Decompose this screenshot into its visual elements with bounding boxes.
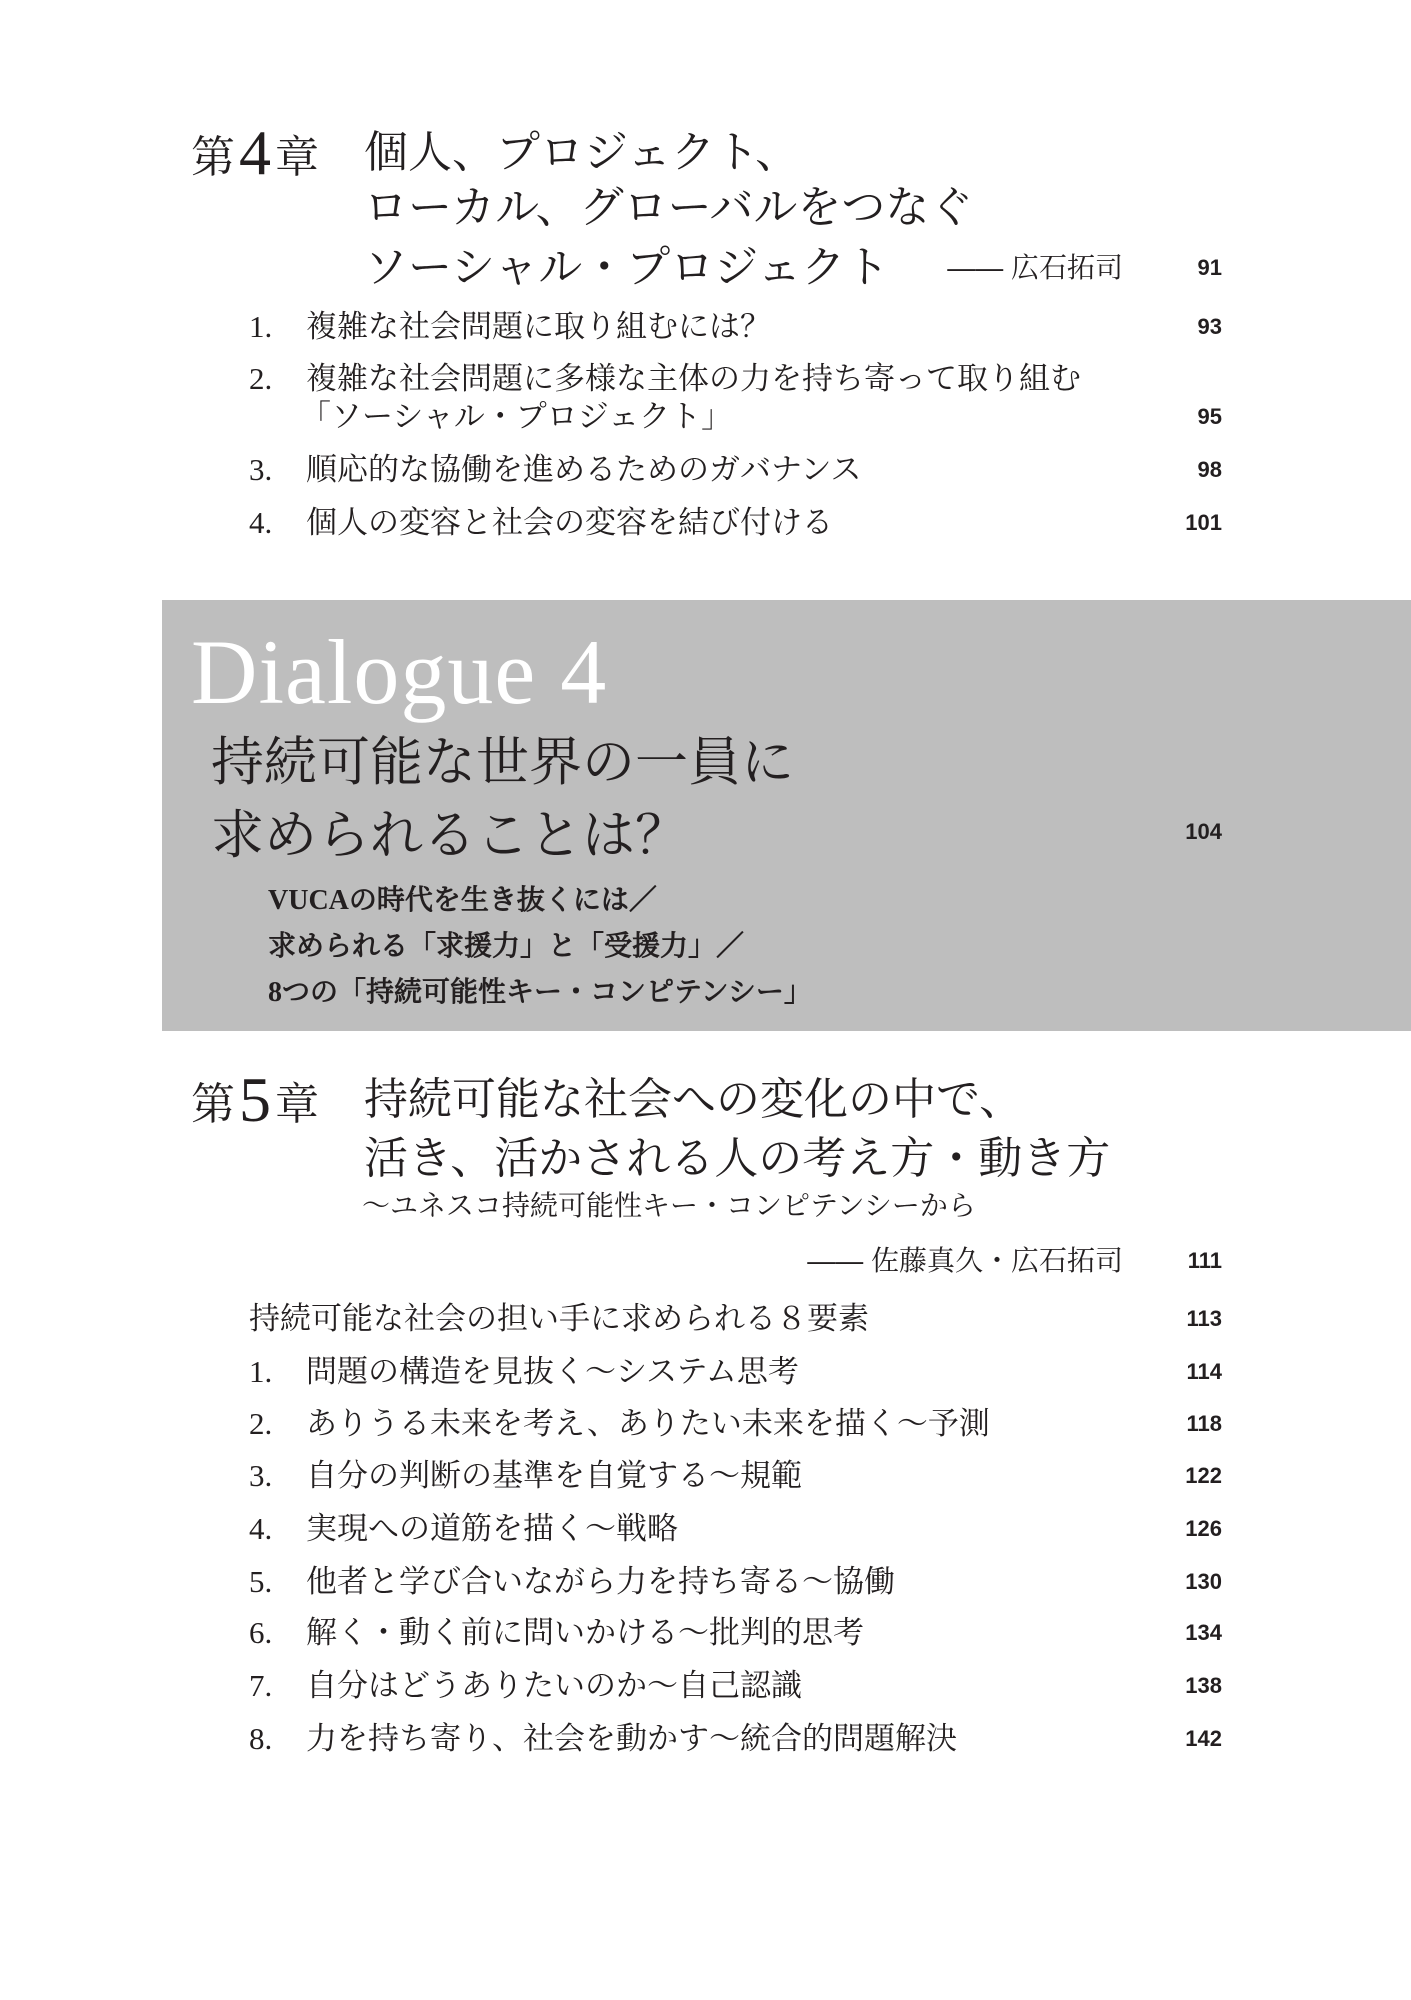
page-number: 95: [1197, 404, 1222, 429]
dialogue-topic-line: 8つの「持続可能性キー・コンピテンシー」: [268, 977, 812, 1008]
entry-title: 解く・動く前に問いかける～批判的思考: [306, 1615, 864, 1650]
entry-title: 複雑な社会問題に取り組むには？: [306, 309, 771, 344]
chapter-subtitle: ～ユネスコ持続可能性キー・コンピテンシーから: [362, 1190, 976, 1221]
entry-number: 5.: [249, 1564, 273, 1599]
entry-title: 他者と学び合いながら力を持ち寄る～協働: [306, 1564, 895, 1599]
entry-number: 8.: [249, 1721, 273, 1756]
page-number: 113: [1186, 1306, 1222, 1331]
entry-title: 順応的な協働を進めるためのガバナンス: [306, 452, 862, 487]
entry-number: 1.: [249, 309, 273, 344]
chapter-5-label: [191, 1064, 319, 1135]
entry-number: 4.: [249, 1511, 273, 1546]
dialogue-4-band: [162, 600, 1411, 1031]
entry-title: 個人の変容と社会の変容を結び付ける: [306, 505, 833, 540]
page-number: 114: [1186, 1359, 1222, 1384]
entry-number: 2.: [249, 361, 273, 396]
dialogue-topic-line: 求められる「求援力」と「受援力」／: [268, 931, 745, 962]
entry-title: 複雑な社会問題に多様な主体の力を持ち寄って取り組む: [306, 361, 1081, 396]
page-number: 130: [1185, 1569, 1222, 1594]
chapter-author: —— 佐藤真久・広石拓司: [807, 1245, 1123, 1276]
page-number: 98: [1197, 457, 1222, 482]
chapter-author: —— 広石拓司: [947, 252, 1123, 283]
entry-title: ありうる未来を考え、ありたい未来を描く～予測: [306, 1406, 990, 1441]
chapter-title-line: 持続可能な社会への変化の中で、: [364, 1075, 1024, 1124]
entry-number: 3.: [249, 1458, 273, 1493]
entry-number: 4.: [249, 505, 273, 540]
page-number: 142: [1185, 1726, 1222, 1751]
entry-number: 1.: [249, 1354, 273, 1389]
entry-number: 3.: [249, 452, 273, 487]
entry-number: 7.: [249, 1668, 273, 1703]
page-number: 93: [1197, 314, 1222, 339]
entry-title: 実現への道筋を描く～戦略: [306, 1511, 678, 1546]
chapter-label-suffix: 章: [275, 1080, 319, 1129]
entry-title: 自分はどうありたいのか～自己認識: [306, 1668, 802, 1703]
page-number: 111: [1187, 1248, 1222, 1273]
chapter-title-line: 個人、プロジェクト、: [364, 128, 800, 177]
chapter-number: 4: [239, 117, 271, 188]
entry-title: 力を持ち寄り、社会を動かす～統合的問題解決: [306, 1721, 957, 1756]
page-number: 118: [1186, 1411, 1222, 1436]
page-number: 122: [1185, 1463, 1222, 1488]
page-number: 138: [1185, 1673, 1222, 1698]
entry-title: 問題の構造を見抜く～システム思考: [306, 1354, 799, 1389]
dialogue-topic-line: VUCAの時代を生き抜くには／: [268, 885, 657, 916]
entry-title: 自分の判断の基準を自覚する～規範: [306, 1458, 802, 1493]
chapter-label-prefix: 第: [191, 1080, 235, 1129]
dialogue-heading-line: 持続可能な世界の一員に: [211, 734, 794, 792]
entry-title: 持続可能な社会の担い手に求められる８要素: [249, 1301, 869, 1336]
chapter-number: 5: [239, 1064, 271, 1135]
entry-number: 2.: [249, 1406, 273, 1441]
chapter-title-line: ローカル、グローバルをつなぐ: [364, 183, 974, 232]
dialogue-heading-line: 求められることは？: [211, 807, 688, 865]
entry-number: 6.: [249, 1615, 273, 1650]
chapter-label-prefix: 第: [191, 133, 235, 182]
chapter-title-line: ソーシャル・プロジェクト: [364, 243, 890, 292]
page-number: 134: [1185, 1620, 1222, 1645]
page-number: 126: [1185, 1516, 1222, 1541]
dialogue-title: Dialogue 4: [191, 621, 608, 723]
page-number: 91: [1197, 255, 1222, 280]
page-number: 104: [1185, 819, 1222, 844]
page-number: 101: [1185, 510, 1222, 535]
entry-title-continued: 「ソーシャル・プロジェクト」: [300, 399, 733, 434]
chapter-4-label: [191, 117, 319, 188]
chapter-label-suffix: 章: [275, 133, 319, 182]
chapter-title-line: 活き、活かされる人の考え方・動き方: [364, 1134, 1111, 1183]
